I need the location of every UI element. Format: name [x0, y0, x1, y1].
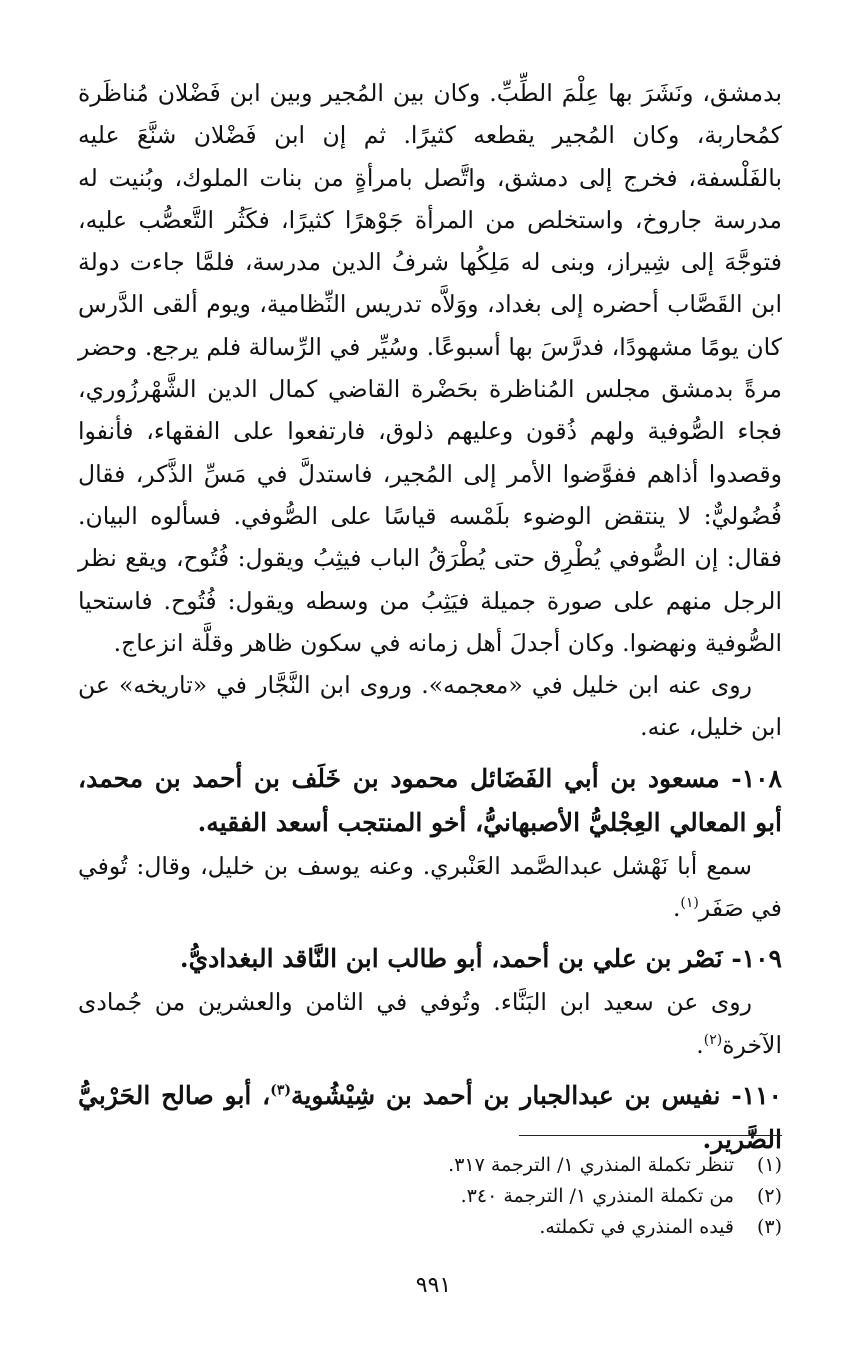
entry-108-end: .	[672, 894, 681, 923]
footnote-2-number: (٢)	[756, 1185, 782, 1207]
entry-108-text: سمع أبا نَهْشل عبدالصَّمد العَنْبري. وعنه يوسف بن خليل، وقال: تُوفي في صَفَر	[78, 851, 782, 923]
footnotes	[78, 1150, 782, 1243]
footnote-ref-3[interactable]: (٣)	[270, 1082, 292, 1099]
footnote-1	[78, 1150, 782, 1181]
footnote-ref-2[interactable]: (٢)	[703, 1031, 723, 1048]
entry-109-end: .	[696, 1030, 704, 1059]
page-number: ٩٩١	[415, 1273, 452, 1298]
footnote-separator	[519, 1135, 782, 1136]
entry-108-heading	[78, 757, 782, 845]
footnote-1-number: (١)	[756, 1154, 782, 1176]
entry-110-title-part2: ، أبو صالح الحَرْبيُّ الضَّرير.	[78, 1080, 782, 1154]
entry-110-title-part1: نفيس بن عبدالجبار بن أحمد بن شِيْشُوية	[291, 1080, 721, 1110]
entry-109-number: ١٠٩-	[731, 944, 782, 974]
entry-110-heading	[78, 1074, 782, 1162]
entry-110-number: ١١٠-	[731, 1080, 782, 1110]
entry-109-text: روى عن سعيد ابن البَنَّاء. وتُوفي في الثامن والعشرين من جُمادى الآخرة	[78, 988, 782, 1059]
footnote-3	[78, 1212, 782, 1243]
entry-109-title: نَصْر بن علي بن أحمد، أبو طالب ابن النَّاقد البغداديُّ.	[179, 944, 723, 974]
footnote-3-number: (٣)	[756, 1216, 782, 1238]
paragraph-biography-continuation: بدمشق، ونَشَرَ بها عِلْمَ الطِّبِّ. وكان بين المُجير وبين ابن فَضْلان مُناظَرة كمُحاربة، وكان المُجير يقطعه كثيرًا. ثم إن ابن فَضْلان شنَّعَ عليه بالفَلْسفة، فخرج إلى دمشق، واتَّصل بامرأةٍ من بنات الملوك، وبُنيت له مدرسة جاروخ، واستخلص من المرأة جَوْهرًا كثيرًا، فكَثُر التَّعصُّب عليه، فتوجَّهَ إلى شِيراز، وبنى له مَلِكُها شرفُ الدين مدرسة، فلمَّا جاءت دولة ابن القَصَّاب أحضره إلى بغداد، ووَلاَّه تدريس النِّظامية، ويوم ألقى الدَّرس كان يومًا مشهودًا، فدرَّسَ بها أسبوعًا. وسُيِّر في الرِّسالة فلم يرجع. وحضر مرةً بدمشق مجلس المُناظرة بحَضْرة القاضي كمال الدين الشَّهْرزُوري، فجاء الصُّوفية ولهم ذُقون وعليهم ذلوق، فارتفعوا على الفقهاء، فأنفوا وقصدوا أذاهم ففوَّضوا الأمر إلى المُجير، فاستدلَّ في مَسِّ الذَّكر، فقال فُضُوليٌّ: لا ينتقض الوضوء بلَمْسه قياسًا على الصُّوفي. فسألوه البيان. فقال: إن الصُّوفي يُطْرِق حتى يُطْرَقُ الباب فيثِبُ ويقول: فُتُوح، ويقع نظر الرجل منهم على صورة جميلة فيَثِبُ من وسطه ويقول: فُتُوح. فاستحيا الصُّوفية ونهضوا. وكان أجدلَ أهل زمانه في سكون ظاهر وقلَّة انزعاج.	[78, 79, 783, 657]
entry-108-title: مسعود بن أبي الفَضَائل محمود بن خَلَف بن أحمد بن محمد، أبو المعالي العِجْليُّ الأصبهانيُّ، أخو المنتجب أسعد الفقيه.	[78, 763, 782, 837]
footnote-2	[78, 1181, 782, 1212]
entry-108-body	[78, 845, 782, 930]
main-text	[78, 72, 782, 1162]
footnote-ref-1[interactable]: (١)	[680, 895, 699, 912]
footnote-1-text: تنظر تكملة المنذري ١/ الترجمة ٣١٧.	[448, 1154, 734, 1176]
entry-109-heading	[78, 937, 782, 981]
footnote-2-text: من تكملة المنذري ١/ الترجمة ٣٤٠.	[460, 1185, 734, 1207]
entry-109-body	[78, 981, 782, 1066]
footnote-3-text: قيده المنذري في تكملته.	[539, 1216, 734, 1238]
entry-108-number: ١٠٨-	[731, 763, 782, 793]
paragraph-narrators: روى عنه ابن خليل في «معجمه». وروى ابن النَّجَّار في «تاريخه» عن ابن خليل، عنه.	[78, 671, 782, 742]
